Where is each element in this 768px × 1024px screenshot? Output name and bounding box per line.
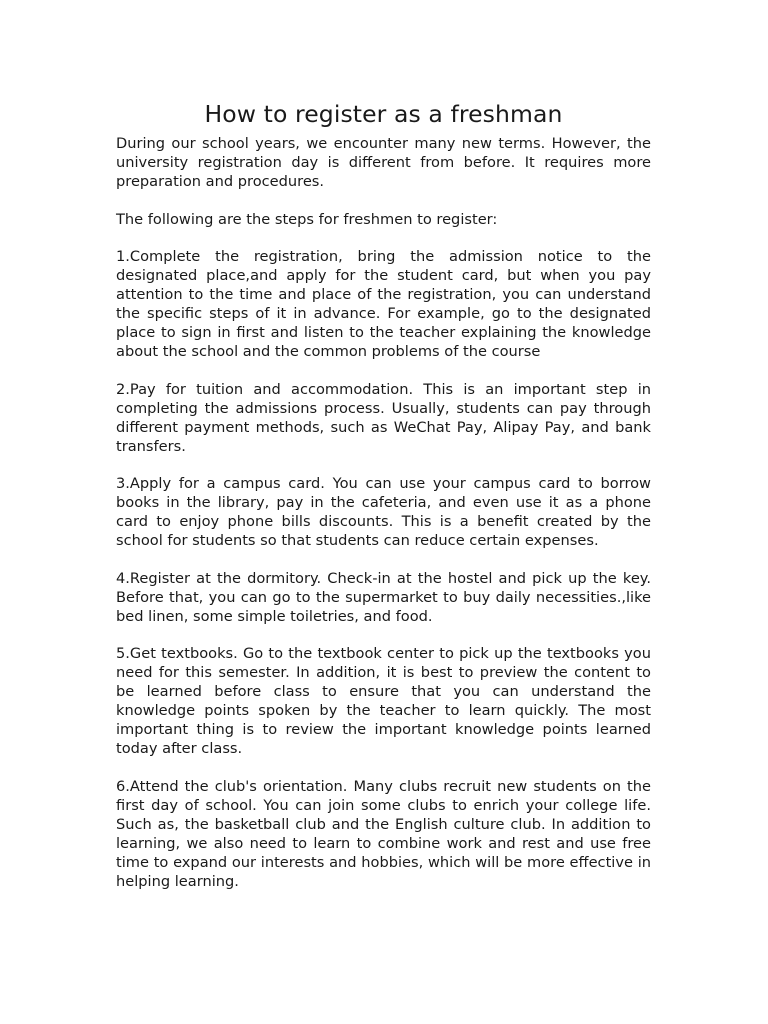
step-3-paragraph: 3.Apply for a campus card. You can use your campus card to borrow books in the library, pay in the cafeteria, and even use it as a phone card to enjoy phone bills discounts. This is a benefit created by the school for students so that students can reduce certain expenses. xyxy=(116,475,651,549)
intro-paragraph: During our school years, we encounter many new terms. However, the university registration day is different from before. It requires more preparation and procedures. xyxy=(116,135,651,190)
step-2-paragraph: 2.Pay for tuition and accommodation. This is an important step in completing the admissions process. Usually, students can pay through different payment methods, such as WeChat Pay, Alipay Pay, and bank transfers. xyxy=(116,380,651,455)
step-6-paragraph: 6.Attend the club's orientation. Many clubs recruit new students on the first day of school. You can join some clubs to enrich your college life. Such as, the basketball club and the English culture club. In addition to learning, we also need to learn to combine work and rest and use free time to expand our interests and hobbies, which will be more effective in helping learning. xyxy=(116,777,651,890)
document-title: How to register as a freshman xyxy=(204,100,563,128)
document-page xyxy=(116,100,651,909)
steps-intro-paragraph: The following are the steps for freshmen to register: xyxy=(116,210,498,228)
step-4-paragraph: 4.Register at the dormitory. Check-in at the hostel and pick up the key. Before that, you can go to the supermarket to buy daily necessities.,like bed linen, some simple toiletries, and food. xyxy=(116,569,651,625)
step-1-paragraph: 1.Complete the registration, bring the admission notice to the designated place,and apply for the student card, but when you pay attention to the time and place of the registration, you can understand the specific steps of it in advance. For example, go to the designated place to sign in first and listen to the teacher explaining the knowledge about the school and the common problems of the course xyxy=(116,248,651,360)
step-5-paragraph: 5.Get textbooks. Go to the textbook center to pick up the textbooks you need for this semester. In addition, it is best to preview the content to be learned before class to ensure that you can understand the knowledge points spoken by the teacher to learn quickly. The most important thing is to review the important knowledge points learned today after class. xyxy=(116,645,651,757)
